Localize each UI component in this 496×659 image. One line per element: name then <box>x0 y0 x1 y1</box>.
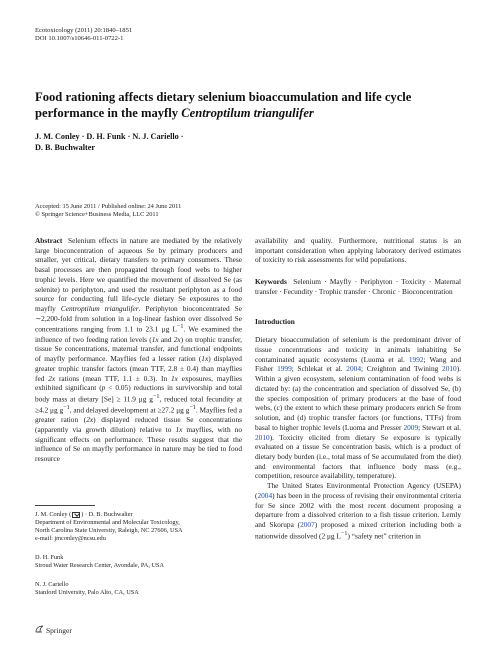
abstract-species: Centroptilum triangulifer <box>60 304 139 314</box>
citation-link[interactable]: 2004 <box>346 364 361 374</box>
dates-accepted-published: Accepted: 15 June 2011 / Published online: 24 June 2011 <box>35 203 182 210</box>
affiliation-cariello: N. J. Cariello Stanford University, Palo Alto, CA, USA <box>35 581 139 597</box>
citation-link[interactable]: 2010 <box>255 432 270 442</box>
article-dates <box>35 203 181 220</box>
abstract-paragraph: Abstract Selenium effects in nature are mediated by the relatively large bioconcentration of aqueous Se by primary producers and smaller, yet critical, dietary transfers to primary consumers. These basal processes are then propagated through food webs to higher trophic levels. Here we quantified the movement of dissolved Se (as selenite) to periphyton, and used the resultant periphyton as a food source for conducting full life-cycle dietary Se exposures to the mayfly Centroptilum triangulifer. Periphyton bioconcentrated Se ∼2,200-fold from solution in a log-linear fashion over dissolved Se concentrations ranging from 1.1 to 23.1 μg $L^{-1}$. We examined the influence of two feeding ration levels (1x and 2x) on trophic transfer, tissue Se concentrations, maternal transfer, and functional endpoints of mayfly performance. Mayflies fed a lesser ration (1x) displayed greater trophic transfer factors (mean TTF, 2.8 ± 0.4) than mayflies fed 2x rations (mean TTF, 1.1 ± 0.3). In 1x exposures, mayflies exhibited significant (p < 0.05) reductions in survivorship and total body mass at dietary [Se] ≥ 11.9 μg $g^{-1}$, reduced total fecundity at ≥4.2 μg $g^{-1}$, and delayed development at ≥27.2 μg $g^{-1}$. Mayflies fed a greater ration (2x) displayed reduced tissue Se concentrations (apparently via growth dilution) relative to 1x mayflies, with no significant effects on performance. These results suggest that the influence of Se on mayfly performance in nature may be tied to food resource <box>35 236 243 464</box>
affiliation-funk: D. H. Funk Stroud Water Research Center, Avondale, PA, USA <box>35 554 165 570</box>
keywords-list: Selenium · Mayfly · Periphyton · Toxicity · Maternal transfer · Fecundity · Trophic transfer · Chronic · Bioconcentration <box>255 277 461 296</box>
citation-link[interactable]: 2009 <box>403 422 419 432</box>
citation-link[interactable]: 2007 <box>300 519 315 529</box>
publisher-name: Springer <box>46 626 72 635</box>
left-column <box>35 236 242 464</box>
author-list <box>35 131 375 153</box>
copyright: © Springer Science+Business Media, LLC 2011 <box>35 211 159 219</box>
affiliation-conley-buchwalter: J. M. Conley ( ) · D. B. Buchwalter Department of Environmental and Molecular Toxicology, North Carolina State University, Raleigh, NC 27606, USA e-mail: jmconley@ncsu.edu <box>35 511 245 543</box>
abstract-label: Abstract <box>35 236 63 245</box>
intro-paragraph-2: The United States Environmental Protection Agency (USEPA) (2004) has been in the process of revising their environmental criteria for Se since 2002 with the most recent document proposing a departure from a dissolved criterion to a fish tissue criterion. Lemly and Skorupa (2007) proposed a mixed criterion including both a nationwide dissolved (2 μg $L^{-1}$) “safety net” criterion in <box>255 481 462 541</box>
journal-header <box>35 27 132 43</box>
section-heading-introduction: Introduction <box>255 316 295 326</box>
citation-link[interactable]: 1992 <box>408 354 424 364</box>
title-species: Centroptilum triangulifer <box>181 105 314 120</box>
authors-line-2: D. B. Buchwalter <box>35 143 96 152</box>
citation-link[interactable]: 1999 <box>277 364 292 374</box>
citation-link[interactable]: 2010 <box>442 364 457 374</box>
journal-citation: Ecotoxicology (2011) 20:1840–1851 <box>35 27 133 34</box>
citation-link[interactable]: 2004 <box>257 490 273 500</box>
abstract-continued: availability and quality. Furthermore, nutritional status is an important consideration when applying laboratory derived estimates of toxicity to risk assessments for wild populations. <box>255 236 461 265</box>
article-title <box>35 90 455 121</box>
keywords-label: Keywords <box>255 277 287 287</box>
publisher-footer <box>35 625 72 635</box>
springer-logo-icon <box>35 625 44 635</box>
doi: DOI 10.1007/s10646-011-0722-1 <box>35 35 124 42</box>
right-column <box>255 236 461 541</box>
authors-line-1: J. M. Conley · D. H. Funk · N. J. Cariello · <box>35 132 184 141</box>
corresponding-email[interactable]: e-mail: jmconley@ncsu.edu <box>35 535 106 543</box>
title-main: Food rationing affects dietary selenium bioaccumulation and life cycle performance in the mayfly <box>35 90 412 120</box>
envelope-icon <box>72 512 80 518</box>
intro-paragraph-1: Dietary bioaccumulation of selenium is the predominant driver of tissue concentrations and toxicity in animals inhabiting Se contaminated aquatic ecosystems (Luoma et al. 1992; Wang and Fisher 1999; Schlekat et al. 2004; Creighton and Twining 2010). Within a given ecosystem, selenium contamination of food webs is dictated by: (a) the concentration and speciation of dissolved Se, (b) the species composition of primary producers at the base of food webs, (c) the extent to which these primary producers enrich Se from solution, and (d) trophic transfer factors (or functions, TTFs) from basal to higher trophic levels (Luoma and Presser 2009; Stewart et al. 2010). Toxicity elicited from dietary Se exposure is typically evaluated on a tissue Se concentration basis, which is a product of dietary body burden (i.e., total mass of Se accumulated from the diet) and environmental factors that influence body mass (e.g., competition, resource availability, temperature). <box>255 335 461 481</box>
footnote-divider <box>35 505 95 506</box>
keywords <box>255 277 461 296</box>
